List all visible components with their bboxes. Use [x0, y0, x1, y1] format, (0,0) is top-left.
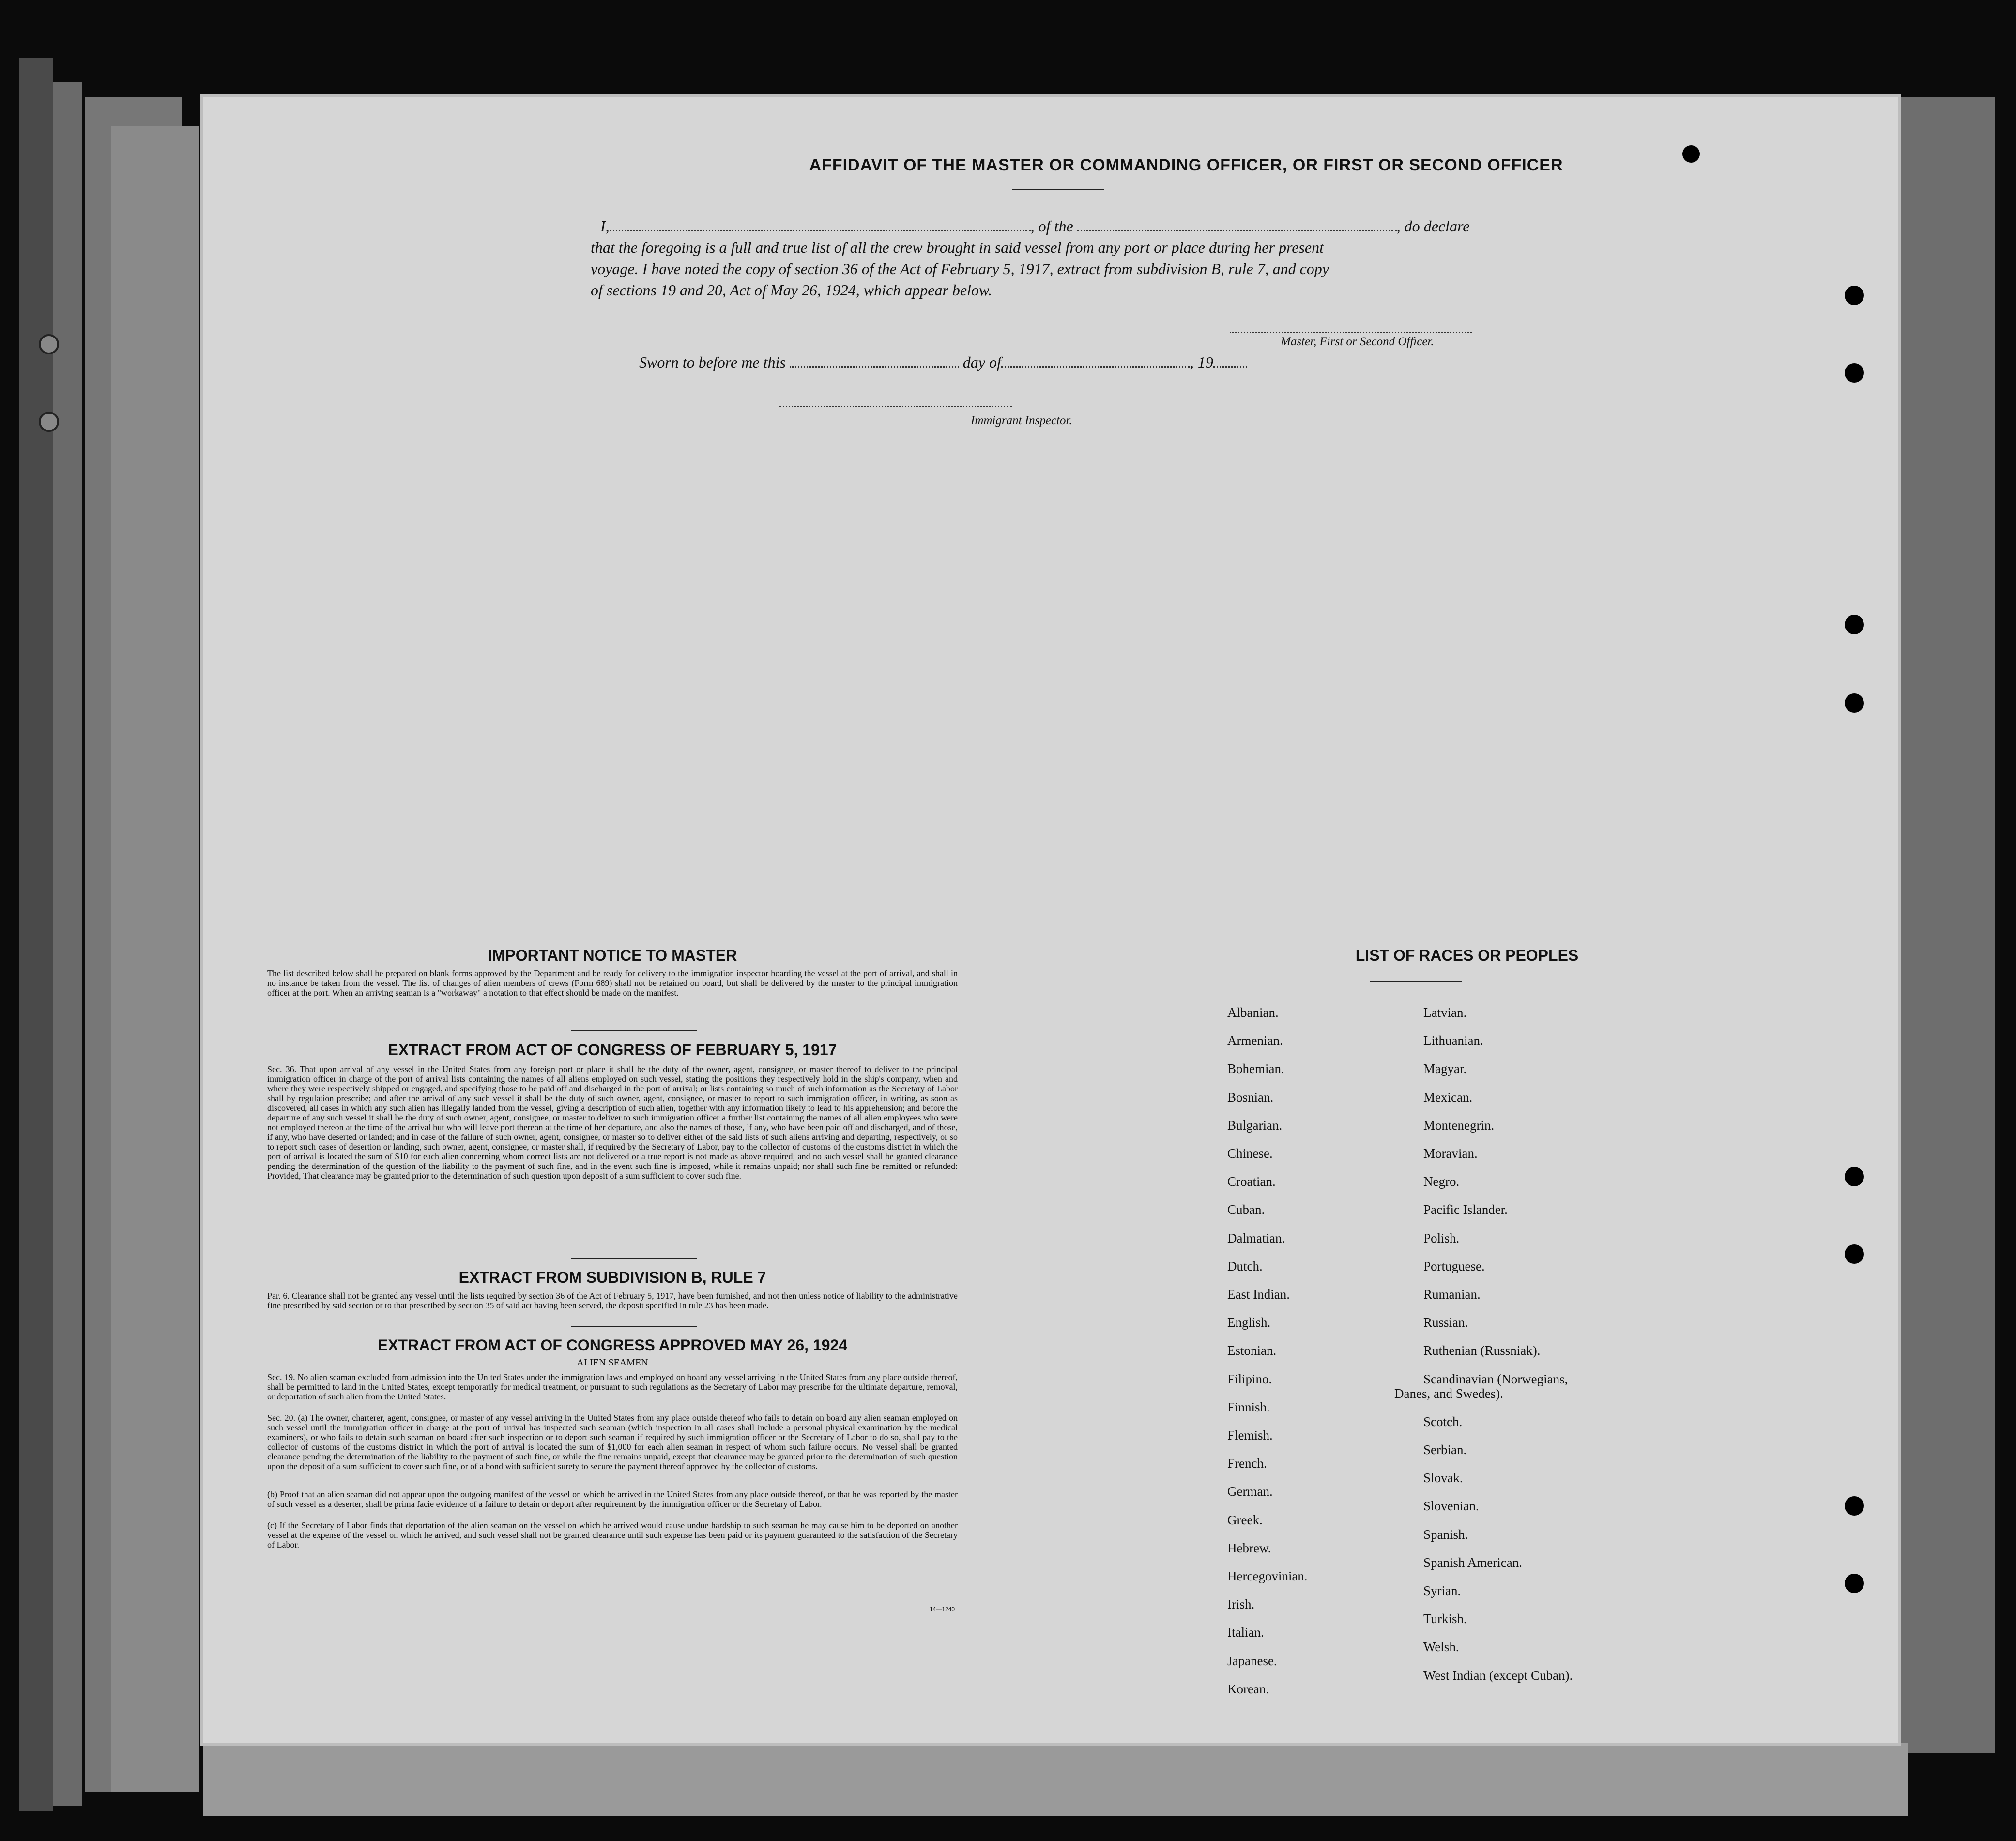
race-item: Bosnian. — [1227, 1089, 1274, 1105]
rule-7-body: Par. 6. Clearance shall not be granted any vessel until the lists required by section 36 of the Act of February 5, 1917, have been furnished, and not then unless notice of liability to the administrative fine prescribed by said section or to that prescribed by section 35 of said act having been served, the deposit specified in rule 23 has been made. — [267, 1291, 958, 1310]
race-item: Danes, and Swedes). — [1394, 1386, 1503, 1401]
binder-edge — [19, 58, 53, 1811]
inspector-signature-line — [779, 406, 1012, 407]
extract-1917-title: EXTRACT FROM ACT OF CONGRESS OF FEBRUARY 5, 1917 — [388, 1041, 837, 1059]
extract-1917-body: Sec. 36. That upon arrival of any vessel in the United States from any foreign port or place it shall be the duty of the owner, agent, consignee, or master thereof to deliver to the principal immigration officer in charge of the port of arrival lists containing the names of all aliens employed on such vessel, stating the positions they respectively hold in the ship's company, when and where they were respectively shipped or engaged, and specifying those to be paid off and discharged in the port of arrival; or lists containing so much of such information as the Secretary of Labor shall by regulation prescribe; and after the arrival of any such vessel it shall be the duty of such owner, agent, consignee, or master to report to such immigration officer, in writing, as soon as discovered, all cases in which any such alien has illegally landed from the vessel, giving a description of such alien, together with any information likely to lead to his apprehension; and before the departure of any such vessel it shall be the duty of such owner, agent, consignee, or master to deliver to such immigration officer a further list containing the names of all alien employees who were not employed thereon at the time of the arrival but who will leave port thereon at the time of her departure, and also the names of those, if any, who have been paid off and discharged, and of those, if any, who have deserted or landed; and in case of the failure of such owner, agent, consignee, or master so to deliver either of the said lists of such aliens arriving and departing, respectively, or so to report such cases of desertion or landing, such owner, agent, consignee, or master shall, if required by the Secretary of Labor, pay to the collector of customs of the customs district in which the port of arrival is located the sum of $10 for each alien concerning whom correct lists are not delivered or a true report is not made as above required; and no such vessel shall be granted clearance pending the determination of the question of the liability to the payment of such fine, and in the event such fine is imposed, while it remains unpaid; nor shall such fine be remitted or refunded: Provided, That clearance may be granted prior to the determination of such question upon deposit of a sum sufficient to cover such fine. — [267, 1064, 958, 1181]
race-item: Montenegrin. — [1423, 1118, 1495, 1133]
race-item: Latvian. — [1423, 1005, 1467, 1020]
master-signature-line — [1230, 332, 1472, 333]
race-item: Slovak. — [1423, 1471, 1463, 1486]
sworn-day-blank — [790, 352, 959, 368]
race-item: Cuban. — [1227, 1202, 1265, 1217]
notice-title: IMPORTANT NOTICE TO MASTER — [488, 947, 737, 964]
year-blank — [1213, 352, 1247, 368]
race-item: Spanish. — [1423, 1527, 1468, 1542]
race-item: Japanese. — [1227, 1653, 1277, 1668]
race-item: Hebrew. — [1227, 1540, 1271, 1555]
race-item: Flemish. — [1227, 1428, 1273, 1442]
race-item: Rumanian. — [1423, 1287, 1481, 1302]
sec-20a-body: Sec. 20. (a) The owner, charterer, agent, consignee, or master of any vessel arriving in the United States from any place outside thereof who fails to detain on board any alien seaman employed on such vessel until the immigration officer in charge at the port of arrival has inspected such seaman (which inspection in all cases shall include a personal physical examination by the medical examiners), or who fails to detain such seaman on board after such inspection or to deport such seaman if required by such immigration officer or the Secretary of Labor to do so, shall pay to the collector of customs of the customs district in which the port of arrival is located the sum of $1,000 for each alien seaman in respect of whom such failure occurs. No vessel shall be granted clearance pending the determination of the liability to the payment of such fine, or while the fine remains unpaid, except that clearance may be granted prior to the determination of such question upon the deposit of a sum sufficient to cover such fine, or of a bond with sufficient surety to secure the payment thereof approved by the collector of customs. — [267, 1413, 958, 1471]
form-number: 14—1240 — [930, 1606, 955, 1612]
race-item: Serbian. — [1423, 1442, 1467, 1457]
affidavit-line-3: voyage. I have noted the copy of section 36 of the Act of February 5, 1917, extract from subdivision B, rule 7, and copy — [591, 260, 1329, 277]
races-title: LIST OF RACES OR PEOPLES — [1355, 947, 1579, 964]
race-item: French. — [1227, 1456, 1267, 1471]
extract-1924-title: EXTRACT FROM ACT OF CONGRESS APPROVED MAY 26, 1924 — [377, 1336, 848, 1354]
sworn-text: Sworn to before me this — [639, 353, 786, 371]
race-item: Ruthenian (Russniak). — [1423, 1343, 1541, 1358]
race-item: Dalmatian. — [1227, 1230, 1285, 1245]
race-item: East Indian. — [1227, 1287, 1290, 1302]
master-caption: Master, First or Second Officer. — [1281, 335, 1434, 348]
race-item: West Indian (except Cuban). — [1423, 1668, 1573, 1683]
punch-hole-icon — [1845, 363, 1864, 383]
race-item: Chinese. — [1227, 1146, 1273, 1161]
section-divider — [571, 1258, 697, 1259]
race-item: Turkish. — [1423, 1611, 1467, 1626]
punch-hole-icon — [1682, 145, 1700, 163]
punch-hole-icon — [1845, 693, 1864, 713]
binder-ring-icon — [39, 412, 59, 432]
race-item: Irish. — [1227, 1597, 1255, 1612]
notice-body: The list described below shall be prepared on blank forms approved by the Department and be ready for delivery to the immigration inspector boarding the vessel at the port of arrival, and shall in no instance be taken from the vessel. The list of changes of alien members of crews (Form 689) shall not be retained on board, but shall be delivered by the master to the principal immigration officer at the port. When an arriving seaman is a "workaway" a notation to that effect should be made on the manifest. — [267, 968, 958, 997]
sworn-line — [639, 352, 1247, 373]
race-item: Magyar. — [1423, 1061, 1467, 1076]
sworn-month-blank — [1001, 352, 1190, 368]
section-divider — [571, 1030, 697, 1031]
race-item: Slovenian. — [1423, 1499, 1479, 1514]
inspector-caption: Immigrant Inspector. — [971, 414, 1072, 427]
binder-edge — [111, 126, 199, 1792]
race-item: Bohemian. — [1227, 1061, 1284, 1076]
affidavit-line-2: that the foregoing is a full and true list of all the crew brought in said vessel from any port or place during her present — [591, 239, 1324, 256]
race-item: Estonian. — [1227, 1343, 1277, 1358]
race-item: Finnish. — [1227, 1399, 1270, 1414]
vessel-blank — [1077, 215, 1397, 231]
race-item: Moravian. — [1423, 1146, 1478, 1161]
affidavit-title: AFFIDAVIT OF THE MASTER OR COMMANDING OFFICER, OR FIRST OR SECOND OFFICER — [809, 156, 1563, 174]
race-item: Spanish American. — [1423, 1555, 1522, 1570]
affidavit-line-1 — [600, 215, 1469, 237]
race-item: Albanian. — [1227, 1005, 1279, 1020]
punch-hole-icon — [1845, 286, 1864, 305]
race-item: Negro. — [1423, 1174, 1460, 1189]
race-item: Armenian. — [1227, 1033, 1283, 1048]
name-blank — [610, 215, 1031, 231]
race-item: Russian. — [1423, 1315, 1468, 1330]
race-item: Scotch. — [1423, 1414, 1463, 1429]
race-item: Welsh. — [1423, 1640, 1459, 1655]
race-item: Greek. — [1227, 1512, 1263, 1527]
affidavit-i: I, — [600, 217, 610, 235]
punch-hole-icon — [1845, 1496, 1864, 1516]
punch-hole-icon — [1845, 615, 1864, 634]
race-item: Korean. — [1227, 1681, 1269, 1696]
race-item: Lithuanian. — [1423, 1033, 1483, 1048]
alien-seamen-subtitle: ALIEN SEAMEN — [577, 1357, 648, 1368]
binder-ring-icon — [39, 334, 59, 354]
punch-hole-icon — [1845, 1574, 1864, 1593]
underlying-sheet — [203, 1743, 1908, 1816]
affidavit-declare: , do declare — [1396, 217, 1470, 235]
race-item: Portuguese. — [1423, 1258, 1485, 1273]
day-of-text: day of — [962, 353, 1001, 371]
punch-hole-icon — [1845, 1244, 1864, 1264]
race-item: Filipino. — [1227, 1371, 1272, 1386]
race-item: English. — [1227, 1315, 1271, 1330]
title-underline — [1012, 189, 1104, 190]
race-item: Italian. — [1227, 1625, 1264, 1640]
punch-hole-icon — [1845, 1167, 1864, 1186]
race-item: Bulgarian. — [1227, 1118, 1283, 1133]
race-item: German. — [1227, 1484, 1273, 1499]
section-divider — [571, 1326, 697, 1327]
race-item: Syrian. — [1423, 1583, 1461, 1598]
race-item: Croatian. — [1227, 1174, 1276, 1189]
race-item: Dutch. — [1227, 1258, 1263, 1273]
race-item: Pacific Islander. — [1423, 1202, 1508, 1217]
sec-20c-body: (c) If the Secretary of Labor finds that deportation of the alien seaman on the vessel on which he arrived would cause undue hardship to such seaman he may cause him to be deported on another vessel at the expense of the vessel on which he arrived, and such vessel shall not be granted clearance until such expense has been paid or its payment guaranteed to the satisfaction of the Secretary of Labor. — [267, 1520, 958, 1550]
affidavit-line-4: of sections 19 and 20, Act of May 26, 1924, which appear below. — [591, 281, 992, 299]
affidavit-of-the: , of the — [1030, 217, 1073, 235]
year-text: , 19 — [1190, 353, 1213, 371]
rule-7-title: EXTRACT FROM SUBDIVISION B, RULE 7 — [458, 1269, 766, 1286]
sec-20b-body: (b) Proof that an alien seaman did not appear upon the outgoing manifest of the vessel on which he arrived in the United States from any place outside thereof, or that he was reported by the master of such vessel as a deserter, shall be prima facie evidence of a failure to detain or deport after requirement by the immigration officer or the Secretary of Labor. — [267, 1489, 958, 1509]
race-item: Hercegovinian. — [1227, 1569, 1308, 1583]
race-item: Scandinavian (Norwegians, — [1423, 1371, 1568, 1386]
races-title-underline — [1370, 981, 1462, 982]
sec-19-body: Sec. 19. No alien seaman excluded from admission into the United States under the immigration laws and employed on board any vessel arriving in the United States from any place outside thereof, shall be permitted to land in the United States, except temporarily for medical treatment, or pursuant to such regulations as the Secretary of Labor may prescribe for the ultimate departure, removal, or deportation of such alien from the United States. — [267, 1372, 958, 1401]
document-page — [203, 97, 1898, 1743]
race-item: Mexican. — [1423, 1089, 1473, 1105]
race-item: Polish. — [1423, 1230, 1460, 1245]
